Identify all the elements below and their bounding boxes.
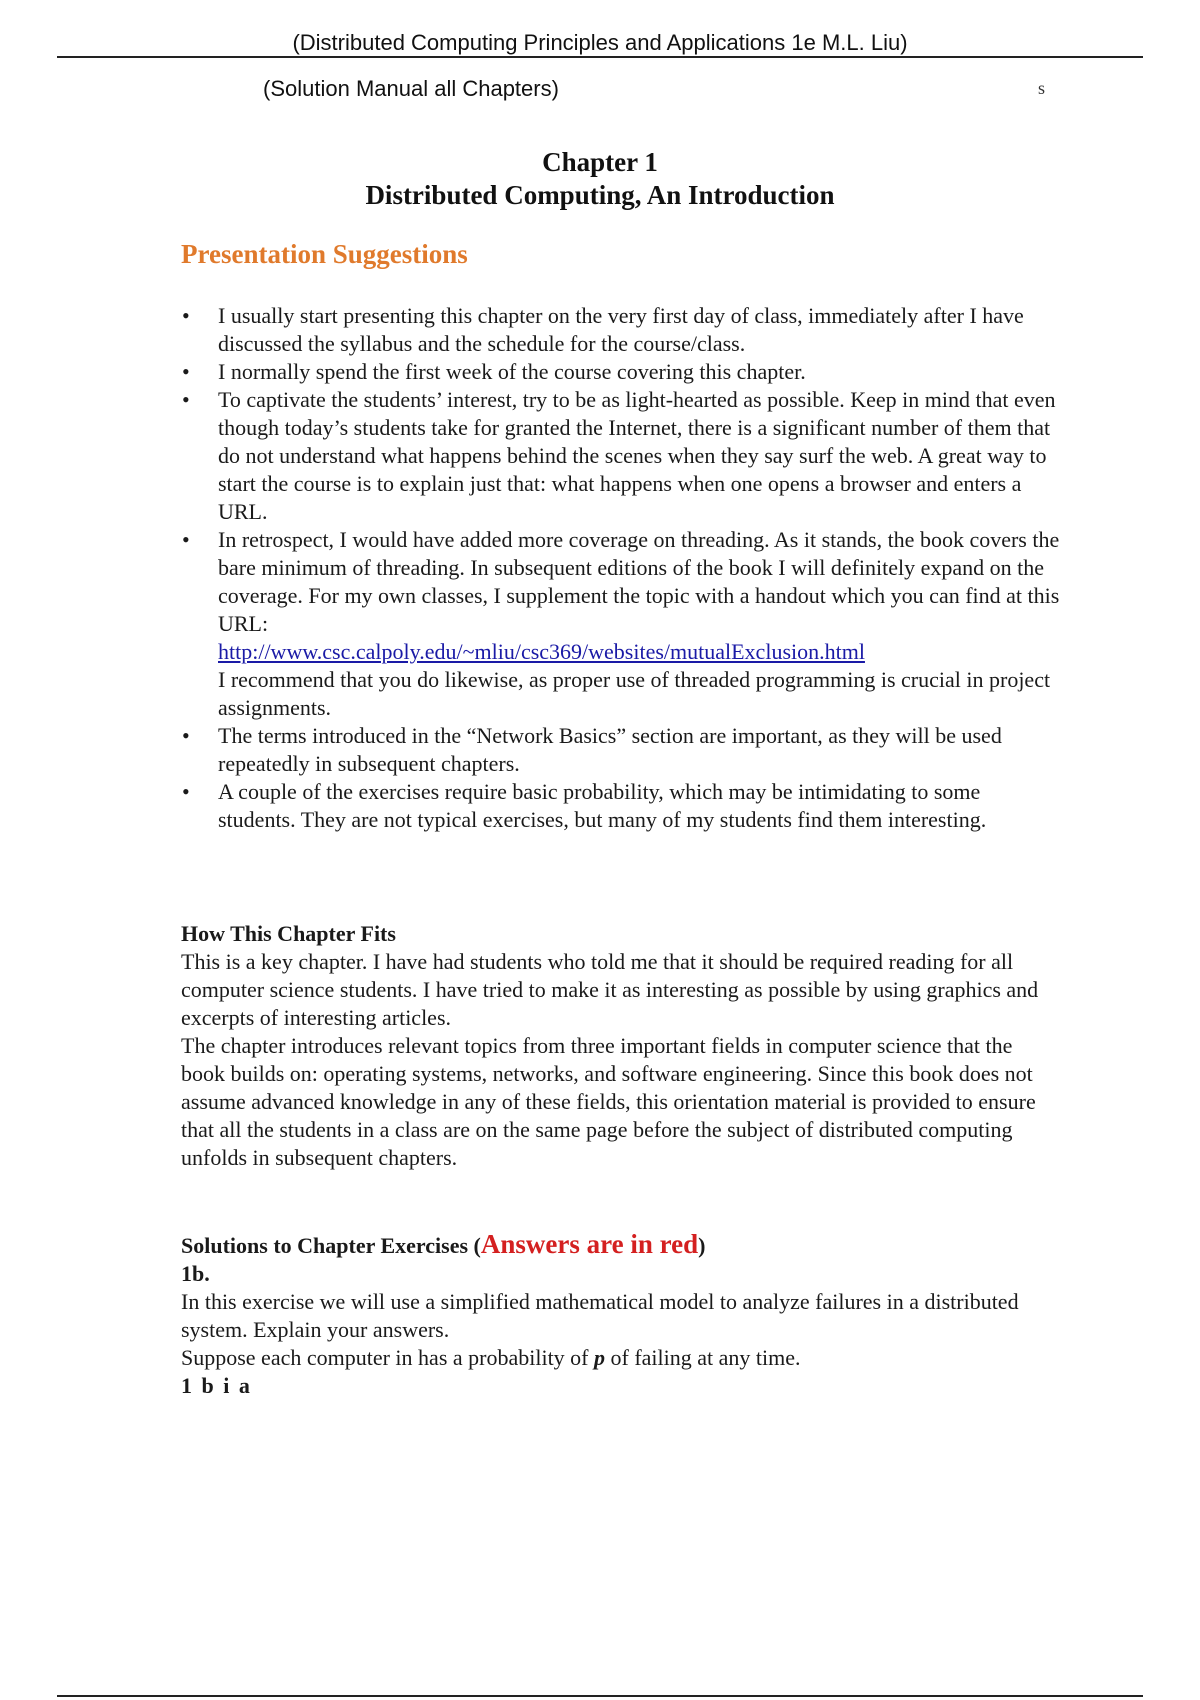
- list-item-text-continued: I recommend that you do likewise, as proper use of threaded programming is crucial in project assignments.: [218, 667, 1051, 720]
- list-item: [181, 722, 1061, 778]
- document-header-subtitle: (Solution Manual all Chapters): [263, 76, 559, 101]
- list-item: [181, 358, 1061, 386]
- suppose-text-after: of failing at any time.: [605, 1345, 801, 1370]
- answers-note: Answers are in red: [480, 1229, 699, 1259]
- handout-url-link[interactable]: http://www.csc.calpoly.edu/~mliu/csc369/websites/mutualExclusion.html: [218, 639, 865, 664]
- list-item: [181, 386, 1061, 526]
- bullet-icon: •: [182, 723, 190, 748]
- solutions-paren-close: ): [698, 1233, 706, 1258]
- list-item-text: The terms introduced in the “Network Basics” section are important, as they will be used repeatedly in subsequent chapters.: [218, 723, 1002, 776]
- solutions-paren-open: (: [473, 1233, 481, 1258]
- header-mark: s: [1038, 78, 1046, 98]
- solutions-heading: Solutions to Chapter Exercises: [181, 1233, 469, 1258]
- list-item-text: A couple of the exercises require basic probability, which may be intimidating to some students. They are not typical exercises, but many of my students find them interesting.: [218, 779, 987, 832]
- fits-paragraph-1: This is a key chapter. I have had students who told me that it should be required reading for all computer science students. I have tried to make it as interesting as possible by using graphics and excerpts of interesting articles.: [181, 949, 1039, 1030]
- chapter-heading: [0, 146, 1200, 212]
- bullet-icon: •: [182, 779, 190, 804]
- bullet-icon: •: [182, 387, 190, 412]
- list-item-text: I normally spend the first week of the course covering this chapter.: [218, 359, 806, 384]
- solutions-section: [181, 1230, 1061, 1400]
- document-header-title: (Distributed Computing Principles and Applications 1e M.L. Liu): [292, 30, 908, 55]
- fits-heading: How This Chapter Fits: [181, 921, 396, 946]
- list-item: [181, 526, 1061, 722]
- bullet-icon: •: [182, 359, 190, 384]
- chapter-title: Distributed Computing, An Introduction: [365, 180, 835, 210]
- list-item-text: In retrospect, I would have added more coverage on threading. As it stands, the book covers the bare minimum of threading. In subsequent editions of the book I will definitely expand on the coverage. For my own classes, I supplement the topic with a handout which you can find at this URL:: [218, 527, 1060, 636]
- exercise-intro: In this exercise we will use a simplified mathematical model to analyze failures in a distributed system. Explain your answers.: [181, 1289, 1019, 1342]
- list-item: [181, 302, 1061, 358]
- exercise-suppose: [181, 1344, 1061, 1372]
- presentation-heading: Presentation Suggestions: [181, 239, 468, 269]
- solutions-heading-line: [181, 1230, 1061, 1260]
- probability-variable: p: [594, 1345, 606, 1370]
- sub-exercise-label: 1 b i a: [181, 1373, 252, 1398]
- list-item-text: To captivate the students’ interest, try to be as light-hearted as possible. Keep in mind that even though today’s students take for granted the Internet, there is a significant number of them that do not understand what happens behind the scenes when they say surf the web. A great way to start the course is to explain just that: what happens when one opens a browser and enters a URL.: [218, 387, 1056, 524]
- list-item-text: I usually start presenting this chapter on the very first day of class, immediately after I have discussed the syllabus and the schedule for the course/class.: [218, 303, 1024, 356]
- header-divider: [57, 56, 1143, 58]
- bullet-icon: •: [182, 303, 190, 328]
- chapter-number: Chapter 1: [542, 147, 658, 177]
- presentation-list: [181, 302, 1061, 834]
- fits-section: [181, 920, 1061, 1172]
- list-item: [181, 778, 1061, 834]
- footer-divider: [57, 1695, 1143, 1697]
- exercise-label: 1b.: [181, 1261, 210, 1286]
- suppose-text-before: Suppose each computer in has a probability of: [181, 1345, 595, 1370]
- fits-paragraph-2: The chapter introduces relevant topics from three important fields in computer science that the book builds on: operating systems, networks, and software engineering. Since this book does not assume advanced knowledge in any of these fields, this orientation material is provided to ensure that all the students in a class are on the same page before the subject of distributed computing unfolds in subsequent chapters.: [181, 1033, 1036, 1170]
- bullet-icon: •: [182, 527, 190, 552]
